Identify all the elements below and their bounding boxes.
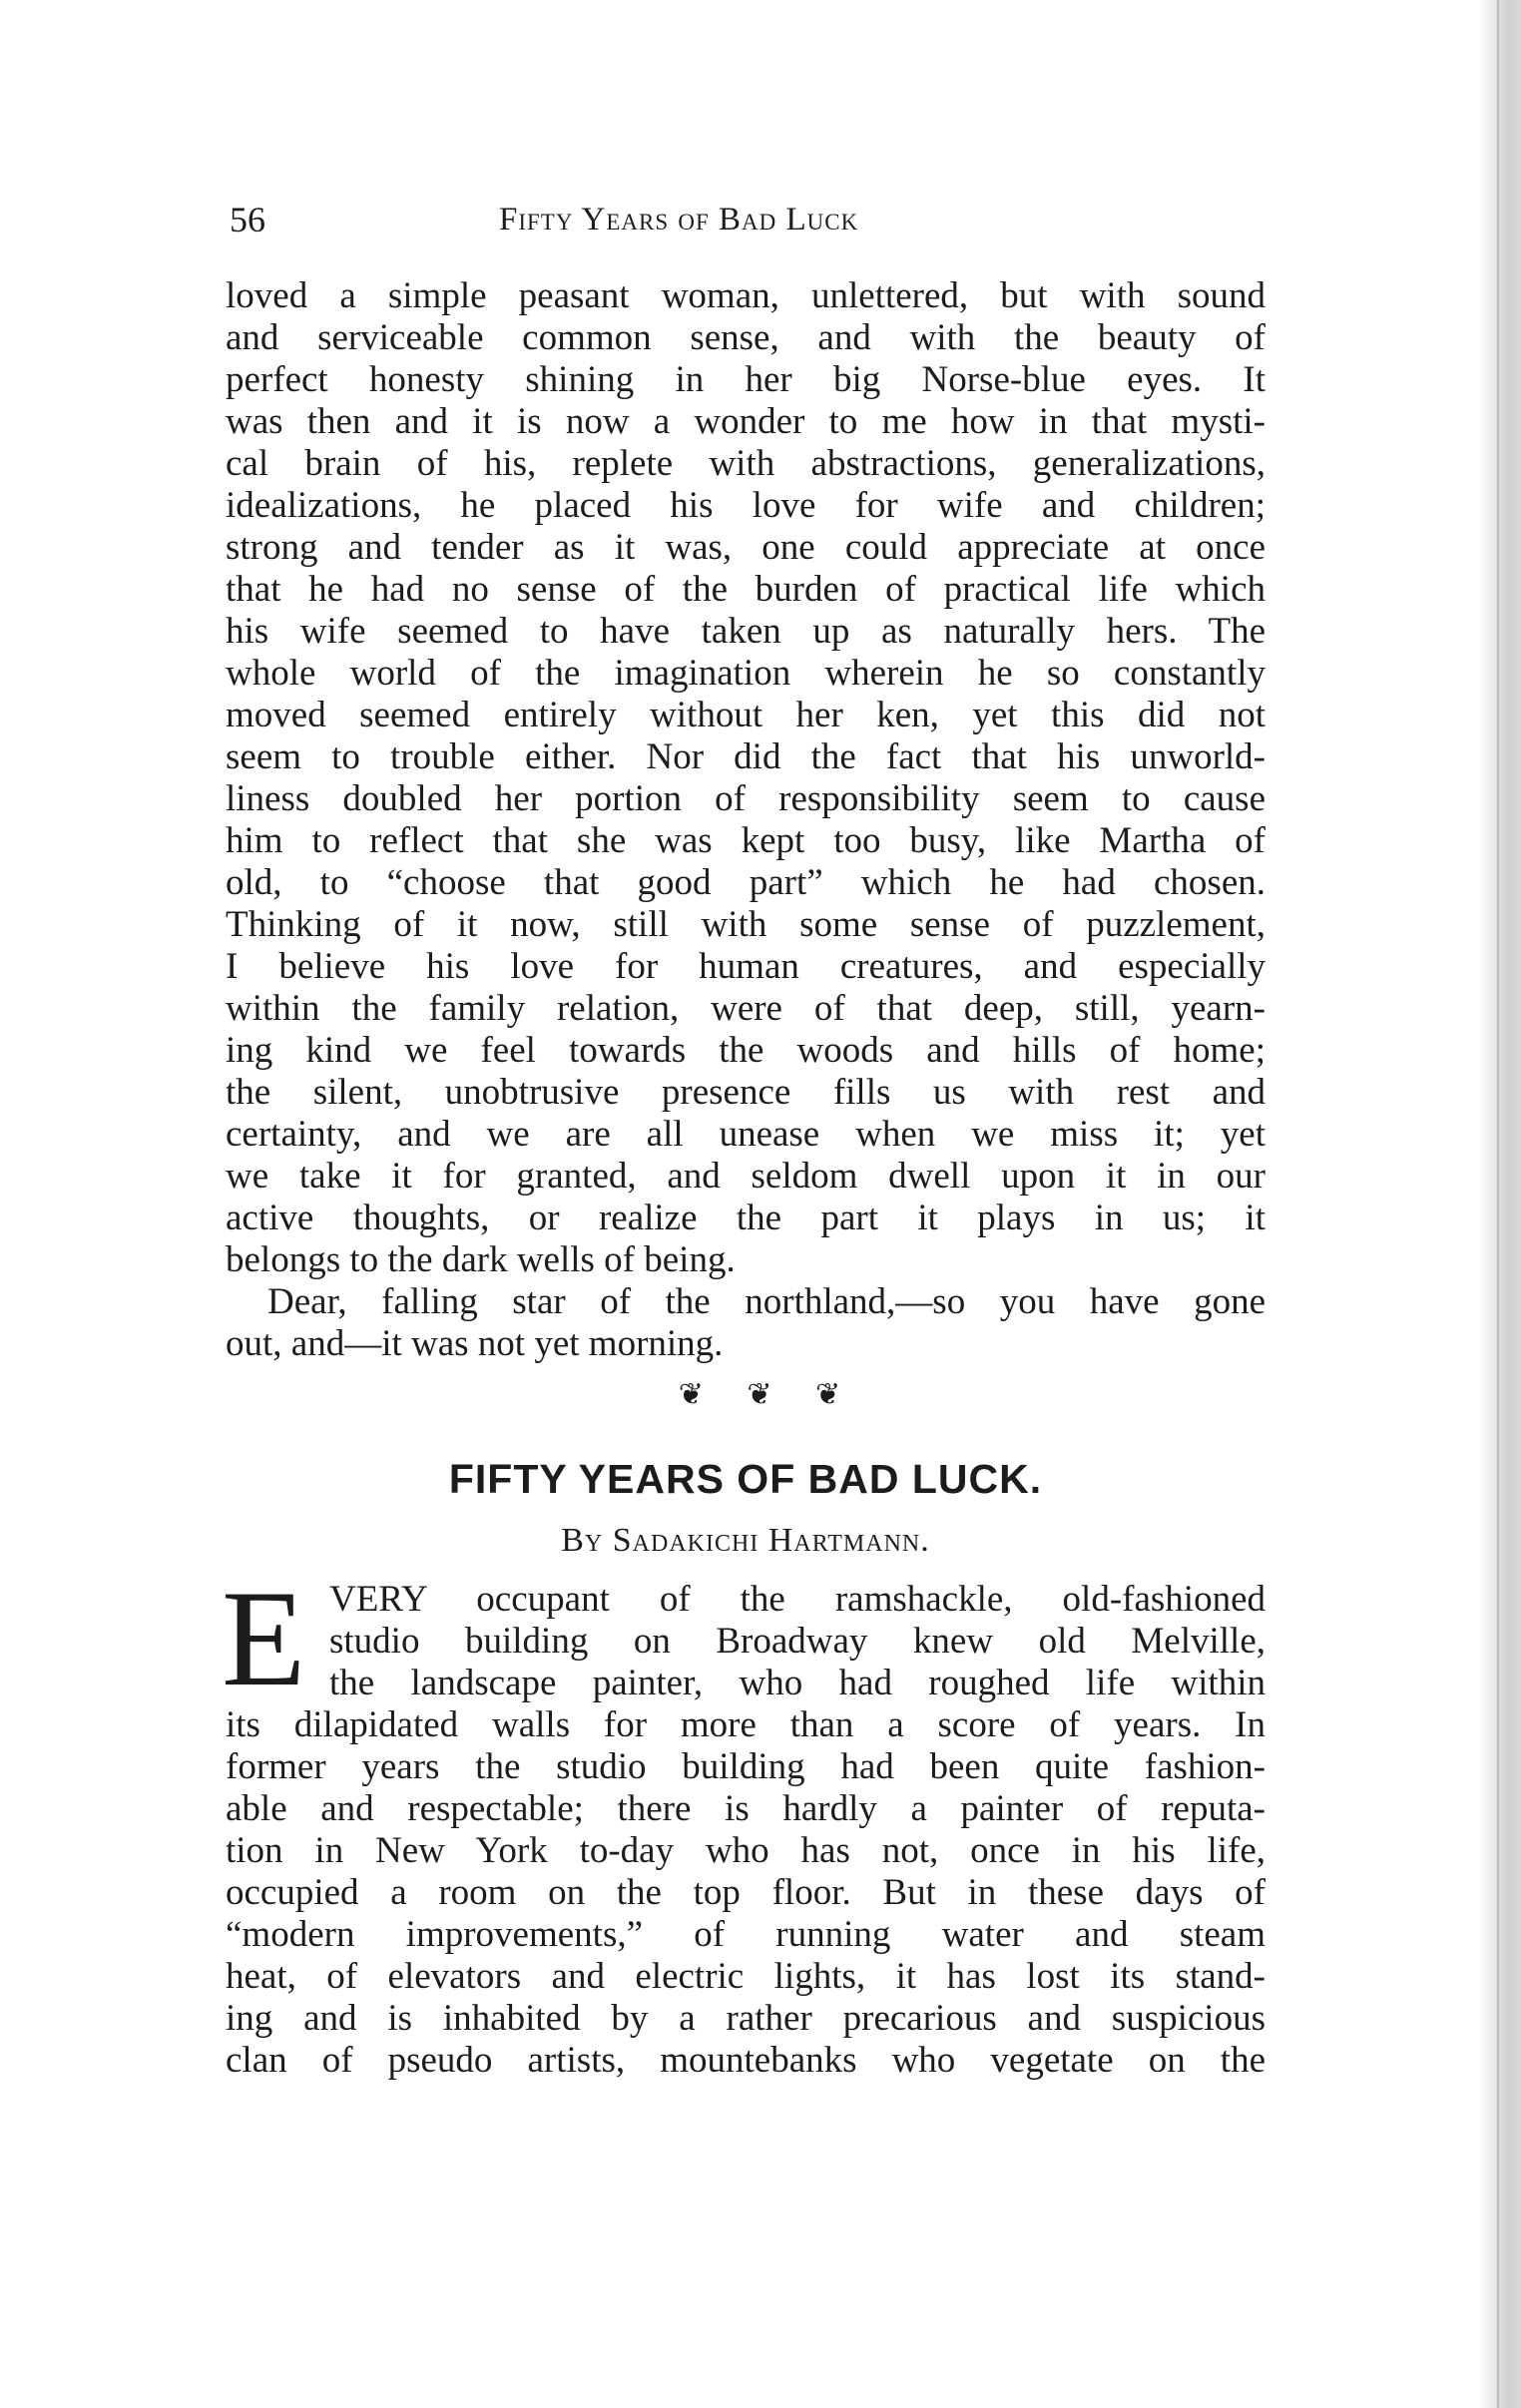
text-line: liness doubled her portion of responsibility seem to cause — [226, 778, 1266, 819]
text-line: “modern improvements,” of running water and steam — [226, 1914, 1266, 1955]
page-edge-shadow — [1477, 0, 1521, 2408]
text-line: the silent, unobtrusive presence fills us with rest and — [226, 1072, 1266, 1113]
section-ornament: ❦ ❦ ❦ — [678, 1378, 859, 1411]
text-line: I believe his love for human creatures, and especially — [226, 946, 1266, 987]
text-line: its dilapidated walls for more than a score of years. In — [226, 1704, 1266, 1745]
text-line: active thoughts, or realize the part it plays in us; it — [226, 1198, 1266, 1238]
text-line: VERY occupant of the ramshackle, old-fashioned — [329, 1579, 1266, 1620]
text-line: belongs to the dark wells of being. — [226, 1239, 736, 1280]
text-line: tion in New York to-day who has not, once in his life, — [226, 1830, 1266, 1871]
text-line: out, and—it was not yet morning. — [226, 1323, 724, 1364]
drop-cap: E — [222, 1562, 306, 1714]
page-number: 56 — [230, 200, 265, 240]
text-line: within the family relation, were of that deep, still, yearn- — [226, 988, 1266, 1029]
text-line: seem to trouble either. Nor did the fact that his unworld- — [226, 736, 1266, 777]
article-byline: By Sadakichi Hartmann. — [561, 1522, 930, 1559]
text-line: idealizations, he placed his love for wife and children; — [226, 485, 1266, 526]
text-line: Dear, falling star of the northland,—so you have gone — [267, 1281, 1266, 1322]
text-line: ing and is inhabited by a rather precarious and suspicious — [226, 1998, 1266, 2039]
running-head: Fifty Years of Bad Luck — [499, 202, 859, 238]
text-line: cal brain of his, replete with abstractions, generalizations, — [226, 443, 1266, 484]
text-line: Thinking of it now, still with some sense of puzzlement, — [226, 904, 1266, 945]
text-line: his wife seemed to have taken up as naturally hers. The — [226, 611, 1266, 652]
text-line: strong and tender as it was, one could appreciate at once — [226, 527, 1266, 568]
text-line: studio building on Broadway knew old Melville, — [329, 1621, 1266, 1662]
text-line: perfect honesty shining in her big Norse-blue eyes. It — [226, 359, 1266, 400]
text-line: the landscape painter, who had roughed life within — [329, 1663, 1266, 1703]
page-edge-line — [1497, 0, 1499, 2408]
text-line: clan of pseudo artists, mountebanks who vegetate on the — [226, 2040, 1266, 2081]
text-line: loved a simple peasant woman, unlettered, but with sound — [226, 275, 1266, 316]
text-line: occupied a room on the top floor. But in these days of — [226, 1872, 1266, 1913]
text-line: we take it for granted, and seldom dwell upon it in our — [226, 1156, 1266, 1197]
text-line: able and respectable; there is hardly a painter of reputa- — [226, 1788, 1266, 1829]
text-line: certainty, and we are all unease when we miss it; yet — [226, 1114, 1266, 1155]
text-line: moved seemed entirely without her ken, yet this did not — [226, 695, 1266, 735]
text-line: and serviceable common sense, and with the beauty of — [226, 317, 1266, 358]
text-line: him to reflect that she was kept too busy, like Martha of — [226, 820, 1266, 861]
text-line: heat, of elevators and electric lights, it has lost its stand- — [226, 1956, 1266, 1997]
text-line: was then and it is now a wonder to me how in that mysti- — [226, 401, 1266, 442]
text-line: ing kind we feel towards the woods and hills of home; — [226, 1030, 1266, 1071]
text-line: that he had no sense of the burden of practical life which — [226, 569, 1266, 610]
article-title: FIFTY YEARS OF BAD LUCK. — [448, 1456, 1043, 1502]
text-line: old, to “choose that good part” which he had chosen. — [226, 862, 1266, 903]
text-line: former years the studio building had been quite fashion- — [226, 1746, 1266, 1787]
text-line: whole world of the imagination wherein he so constantly — [226, 653, 1266, 694]
